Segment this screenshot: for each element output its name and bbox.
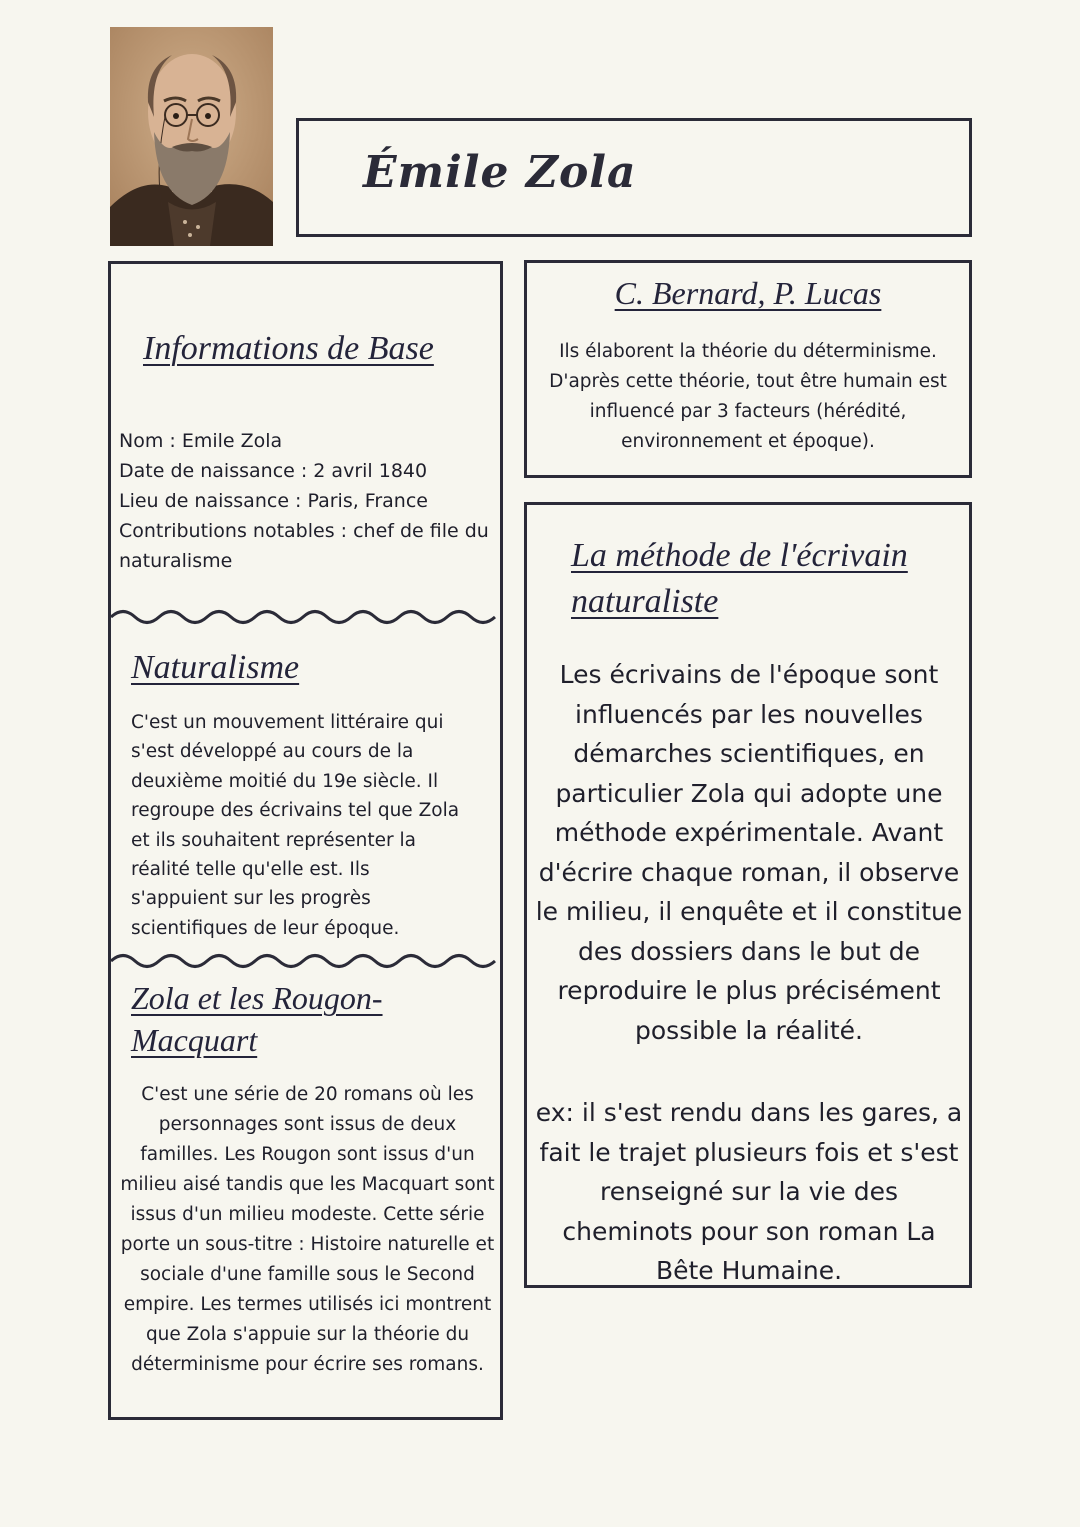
- bernard-lucas-box: [524, 260, 972, 478]
- bernard-lucas-heading: C. Bernard, P. Lucas: [614, 275, 882, 311]
- wave-divider: [111, 950, 500, 972]
- method-heading: La méthode de l'écrivain naturaliste: [571, 537, 908, 620]
- info-name: Nom : Emile Zola: [119, 430, 283, 452]
- info-heading: Informations de Base: [143, 330, 434, 367]
- bernard-lucas-text: Ils élaborent la théorie du déterminisme. D'après cette théorie, tout être humain est influencé par 3 facteurs (hérédité, environnement et époque).: [549, 341, 947, 452]
- left-column: [108, 261, 503, 1420]
- info-contributions: Contributions notables : chef de file du naturalisme: [119, 520, 489, 572]
- info-birthplace: Lieu de naissance : Paris, France: [119, 490, 428, 512]
- method-text: Les écrivains de l'époque sont influencés par les nouvelles démarches scientifiques, en particulier Zola qui adopte une méthode expérimentale. Avant d'écrire chaque roman, il observe le milieu, il enquête et il constitue des dossiers dans le but de reproduire le plus précisément possible la réalité.: [535, 660, 963, 1045]
- rougon-macquart-heading: Zola et les Rougon-Macquart: [131, 980, 383, 1058]
- method-box: [524, 502, 972, 1288]
- info-birthdate: Date de naissance : 2 avril 1840: [119, 460, 428, 482]
- wave-divider: [111, 606, 500, 628]
- zola-portrait: [110, 27, 273, 246]
- info-list: [119, 426, 499, 576]
- title-box: [296, 118, 972, 237]
- page-title: Émile Zola: [363, 147, 637, 198]
- naturalisme-heading: Naturalisme: [131, 649, 300, 686]
- method-example: ex: il s'est rendu dans les gares, a fait le trajet plusieurs fois et s'est renseigné sur la vie des cheminots pour son roman La Bête Humaine.: [535, 1098, 963, 1285]
- rougon-macquart-text: C'est une série de 20 romans où les personnages sont issus de deux familles. Les Rougon sont issus d'un milieu aisé tandis que les Macquart sont issus d'un milieu modeste. Cette série porte un sous-titre : Histoire naturelle et sociale d'une famille sous le Second empire. Les termes utilisés ici montrent que Zola s'appuie sur la théorie du déterminisme pour écrire ses romans.: [120, 1084, 495, 1375]
- naturalisme-text: C'est un mouvement littéraire qui s'est développé au cours de la deuxième moitié du 19e siècle. Il regroupe des écrivains tel que Zola et ils souhaitent représenter la réalité telle qu'elle est. Ils s'appuient sur les progrès scientifiques de leur époque.: [131, 712, 460, 939]
